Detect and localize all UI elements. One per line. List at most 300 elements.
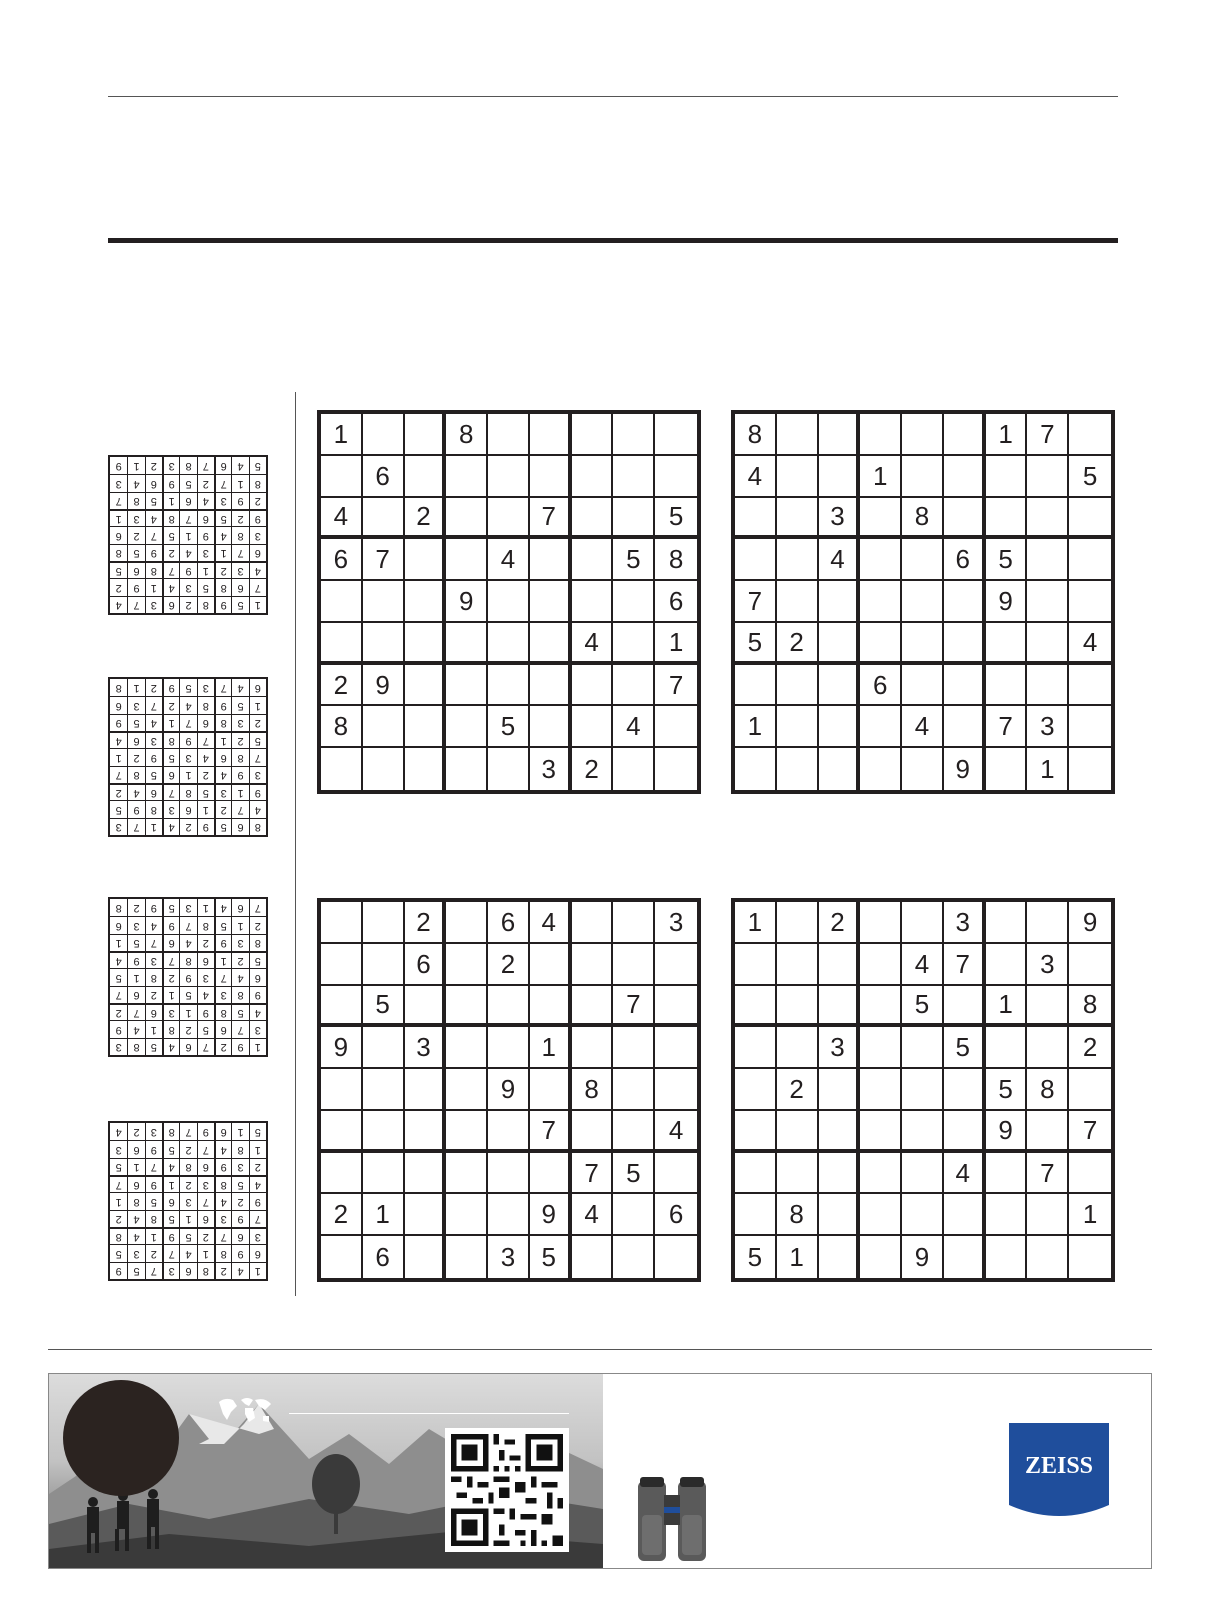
puzzle-4-cell: [986, 944, 1028, 986]
solution-4-cell: 3: [162, 1262, 179, 1279]
puzzle-1-cell: [613, 498, 655, 540]
puzzle-2-cell: [902, 581, 944, 623]
puzzle-3-cell: [530, 944, 572, 986]
puzzle-3-cell: [655, 1027, 697, 1069]
solution-3-cell: 5: [145, 1038, 162, 1055]
solution-1-cell: 3: [179, 578, 196, 595]
puzzle-2-cell: 6: [944, 539, 986, 581]
puzzle-2-cell: 7: [986, 706, 1028, 748]
puzzle-4-cell: 9: [902, 1236, 944, 1278]
solution-2-cell: 8: [179, 783, 196, 800]
solution-4-cell: 2: [145, 1244, 162, 1261]
solution-2-cell: 3: [231, 714, 248, 731]
puzzle-3-cell: 9: [321, 1027, 363, 1069]
solution-4-cell: 8: [231, 1140, 248, 1157]
puzzle-3-cell: [363, 1111, 405, 1153]
puzzle-1-cell: [572, 581, 614, 623]
puzzle-3-cell: [405, 1153, 447, 1195]
solution-2-cell: 5: [179, 679, 196, 696]
solution-1-cell: 8: [179, 457, 196, 474]
solution-3-cell: 4: [162, 1038, 179, 1055]
puzzle-4-cell: [735, 944, 777, 986]
zeiss-logo[interactable]: [1009, 1423, 1109, 1523]
solution-1-cell: 4: [197, 492, 214, 509]
puzzle-3-cell: [363, 1153, 405, 1195]
solution-1-cell: 3: [162, 457, 179, 474]
puzzle-2-cell: [902, 623, 944, 665]
puzzle-4-cell: [986, 1027, 1028, 1069]
solution-4-cell: 7: [197, 1192, 214, 1209]
solution-3-cell: 5: [249, 951, 266, 968]
solution-3-cell: 6: [249, 968, 266, 985]
puzzle-4-cell: [860, 986, 902, 1028]
puzzle-3-cell: 7: [530, 1111, 572, 1153]
solution-1-cell: 8: [162, 509, 179, 526]
solution-1-cell: 3: [197, 544, 214, 561]
solution-4-cell: 5: [162, 1210, 179, 1227]
solution-2-cell: 9: [127, 800, 144, 817]
puzzle-3-cell: [446, 1027, 488, 1069]
solution-2-cell: 1: [179, 766, 196, 783]
puzzle-4-cell: 5: [944, 1027, 986, 1069]
puzzle-2-cell: [777, 706, 819, 748]
solution-2-cell: 4: [145, 714, 162, 731]
solution-1-cell: 3: [231, 561, 248, 578]
solution-4-cell: 1: [179, 1210, 196, 1227]
puzzle-1-cell: [321, 748, 363, 790]
solution-4-cell: 5: [145, 1192, 162, 1209]
solution-2-cell: 6: [197, 714, 214, 731]
puzzle-3-cell: [613, 1069, 655, 1111]
solution-2-cell: 8: [162, 731, 179, 748]
puzzle-1-cell: 1: [321, 414, 363, 456]
solution-4-cell: 2: [249, 1158, 266, 1175]
solution-4-cell: 2: [179, 1140, 196, 1157]
solution-3-cell: 4: [214, 899, 231, 916]
puzzle-1-cell: [363, 414, 405, 456]
solution-4-cell: 3: [214, 1210, 231, 1227]
puzzle-1-cell: 7: [655, 665, 697, 707]
solution-1-cell: 3: [110, 474, 127, 491]
puzzle-2-cell: 3: [819, 498, 861, 540]
puzzle-3-cell: [613, 1236, 655, 1278]
puzzle-4-cell: [944, 1111, 986, 1153]
puzzle-3-cell: [655, 986, 697, 1028]
puzzle-1-cell: [405, 706, 447, 748]
solution-2-cell: 7: [179, 714, 196, 731]
puzzle-2-cell: [944, 456, 986, 498]
solution-1-cell: 3: [214, 492, 231, 509]
solution-4-cell: 6: [249, 1244, 266, 1261]
solution-1-cell: 2: [214, 561, 231, 578]
solution-3-cell: 4: [197, 986, 214, 1003]
puzzle-2-cell: 1: [1027, 748, 1069, 790]
solution-2-cell: 7: [197, 731, 214, 748]
solution-2-cell: 6: [231, 818, 248, 835]
puzzle-1-cell: [530, 456, 572, 498]
puzzle-3-cell: [405, 1111, 447, 1153]
puzzle-3-cell: [405, 986, 447, 1028]
solution-grid-2: [108, 677, 268, 837]
puzzle-4-cell: 8: [1069, 986, 1111, 1028]
solution-3-cell: 5: [214, 916, 231, 933]
puzzle-2-cell: [1069, 665, 1111, 707]
solution-3-cell: 6: [110, 916, 127, 933]
puzzle-4-cell: 5: [902, 986, 944, 1028]
solution-4-cell: 5: [110, 1158, 127, 1175]
solution-4-cell: 9: [162, 1227, 179, 1244]
solution-3-cell: 7: [214, 968, 231, 985]
solution-3-cell: 5: [110, 968, 127, 985]
puzzle-3-cell: [572, 986, 614, 1028]
solution-4-cell: 5: [179, 1227, 196, 1244]
solution-4-cell: 9: [214, 1158, 231, 1175]
solution-2-cell: 7: [127, 818, 144, 835]
solution-1-cell: 8: [197, 596, 214, 613]
puzzle-3-cell: [655, 944, 697, 986]
solution-3-cell: 4: [110, 951, 127, 968]
puzzle-2-cell: [860, 748, 902, 790]
solution-3-cell: 6: [127, 986, 144, 1003]
puzzle-2-cell: 4: [735, 456, 777, 498]
puzzle-2-cell: [1069, 706, 1111, 748]
puzzle-4-cell: [819, 944, 861, 986]
puzzle-4-cell: [1069, 1069, 1111, 1111]
header-rule-thin: [108, 96, 1118, 97]
solution-4-cell: 4: [162, 1158, 179, 1175]
solution-4-cell: 2: [197, 1227, 214, 1244]
puzzle-4-cell: [860, 1236, 902, 1278]
solution-2-cell: 8: [231, 748, 248, 765]
puzzle-4-cell: [735, 1027, 777, 1069]
solution-2-cell: 7: [231, 800, 248, 817]
solution-1-cell: 1: [197, 561, 214, 578]
puzzle-1-cell: [655, 706, 697, 748]
puzzle-4-cell: 9: [1069, 902, 1111, 944]
solution-2-cell: 6: [214, 748, 231, 765]
puzzle-1-cell: [405, 581, 447, 623]
solution-4-cell: 4: [127, 1227, 144, 1244]
solution-3-cell: 1: [127, 968, 144, 985]
solution-1-cell: 9: [162, 474, 179, 491]
solution-3-cell: 4: [127, 1020, 144, 1037]
puzzle-2-cell: [777, 456, 819, 498]
puzzle-3-cell: [655, 1236, 697, 1278]
solution-1-cell: 7: [127, 596, 144, 613]
puzzle-3-cell: [363, 944, 405, 986]
puzzle-1-cell: 3: [530, 748, 572, 790]
solution-1-cell: 5: [127, 544, 144, 561]
solution-2-cell: 6: [127, 731, 144, 748]
puzzle-4-cell: [735, 1069, 777, 1111]
puzzle-1-cell: [655, 414, 697, 456]
puzzle-4-cell: [777, 1153, 819, 1195]
puzzle-4-cell: 9: [986, 1111, 1028, 1153]
solution-2-cell: 2: [214, 800, 231, 817]
puzzle-3-cell: [321, 1236, 363, 1278]
solution-3-cell: 2: [145, 986, 162, 1003]
puzzle-4-cell: [1027, 986, 1069, 1028]
solution-4-cell: 8: [214, 1244, 231, 1261]
puzzle-3-cell: 5: [530, 1236, 572, 1278]
puzzle-4-cell: 1: [1069, 1194, 1111, 1236]
solution-4-cell: 9: [231, 1244, 248, 1261]
puzzle-2-cell: [1069, 539, 1111, 581]
solution-2-cell: 4: [214, 766, 231, 783]
puzzle-4-cell: [735, 986, 777, 1028]
puzzle-2-cell: [986, 498, 1028, 540]
sudoku-puzzle-2: [731, 410, 1115, 794]
puzzle-3-cell: 3: [655, 902, 697, 944]
solution-1-cell: 2: [197, 474, 214, 491]
puzzle-3-cell: 6: [488, 902, 530, 944]
puzzle-2-cell: [777, 581, 819, 623]
puzzle-3-cell: [530, 1153, 572, 1195]
solution-2-cell: 3: [127, 696, 144, 713]
solution-3-cell: 8: [162, 1020, 179, 1037]
solution-1-cell: 5: [214, 509, 231, 526]
puzzle-4-cell: [944, 1069, 986, 1111]
puzzle-1-cell: [488, 623, 530, 665]
solution-4-cell: 3: [179, 1192, 196, 1209]
solution-4-cell: 9: [249, 1192, 266, 1209]
solution-3-cell: 1: [162, 986, 179, 1003]
solution-4-cell: 4: [214, 1140, 231, 1157]
solution-3-cell: 9: [110, 1020, 127, 1037]
solution-4-cell: 1: [162, 1175, 179, 1192]
puzzle-4-cell: 8: [777, 1194, 819, 1236]
solution-4-cell: 2: [127, 1123, 144, 1140]
puzzle-2-cell: 4: [902, 706, 944, 748]
puzzle-1-cell: 4: [488, 539, 530, 581]
puzzle-3-cell: [530, 986, 572, 1028]
solution-2-cell: 2: [127, 748, 144, 765]
solution-3-cell: 5: [197, 1020, 214, 1037]
solution-3-cell: 3: [197, 968, 214, 985]
puzzle-3-cell: [488, 1111, 530, 1153]
puzzle-1-cell: 5: [613, 539, 655, 581]
solution-2-cell: 8: [249, 818, 266, 835]
zeiss-advertisement[interactable]: [48, 1373, 1152, 1569]
puzzle-4-cell: [902, 1194, 944, 1236]
solution-4-cell: 1: [231, 1123, 248, 1140]
solution-4-cell: 5: [162, 1140, 179, 1157]
puzzle-1-cell: [572, 539, 614, 581]
puzzle-3-cell: [488, 1153, 530, 1195]
solution-1-cell: 8: [231, 526, 248, 543]
solution-4-cell: 1: [110, 1192, 127, 1209]
puzzle-1-cell: [405, 414, 447, 456]
solution-2-cell: 9: [162, 679, 179, 696]
solution-4-cell: 1: [249, 1140, 266, 1157]
solution-4-cell: 5: [127, 1262, 144, 1279]
puzzle-2-cell: [1027, 456, 1069, 498]
puzzle-1-cell: [405, 456, 447, 498]
puzzle-4-cell: [1069, 1153, 1111, 1195]
puzzle-3-cell: 1: [363, 1194, 405, 1236]
puzzle-4-cell: [1027, 1194, 1069, 1236]
puzzle-1-cell: [530, 623, 572, 665]
puzzle-4-cell: [819, 986, 861, 1028]
solution-3-cell: 7: [249, 899, 266, 916]
solution-1-cell: 7: [145, 526, 162, 543]
solution-3-cell: 1: [231, 916, 248, 933]
solution-2-cell: 8: [197, 696, 214, 713]
solution-1-cell: 8: [145, 561, 162, 578]
puzzle-4-cell: [860, 944, 902, 986]
solution-4-cell: 2: [214, 1262, 231, 1279]
puzzle-2-cell: [819, 414, 861, 456]
puzzle-2-cell: 1: [986, 414, 1028, 456]
puzzle-3-cell: 2: [488, 944, 530, 986]
puzzle-1-cell: [446, 456, 488, 498]
solution-4-cell: 7: [249, 1210, 266, 1227]
qr-code-icon[interactable]: [445, 1428, 569, 1552]
puzzle-1-cell: [446, 623, 488, 665]
puzzle-2-cell: [860, 623, 902, 665]
solution-1-cell: 7: [110, 492, 127, 509]
puzzle-3-cell: [613, 1027, 655, 1069]
puzzle-3-cell: [321, 944, 363, 986]
solution-1-cell: 6: [127, 561, 144, 578]
puzzle-3-cell: 6: [655, 1194, 697, 1236]
puzzle-1-cell: [446, 539, 488, 581]
puzzle-1-cell: [572, 498, 614, 540]
solution-3-cell: 8: [214, 1003, 231, 1020]
solution-4-cell: 3: [127, 1244, 144, 1261]
solution-2-cell: 5: [145, 766, 162, 783]
puzzle-2-cell: [777, 539, 819, 581]
puzzle-2-cell: [819, 706, 861, 748]
puzzle-1-cell: [488, 748, 530, 790]
puzzle-3-cell: 4: [572, 1194, 614, 1236]
solution-2-cell: 7: [214, 679, 231, 696]
solution-4-cell: 1: [127, 1158, 144, 1175]
puzzle-1-cell: 7: [530, 498, 572, 540]
solution-2-cell: 6: [162, 766, 179, 783]
puzzle-3-cell: [405, 1069, 447, 1111]
puzzle-2-cell: [944, 623, 986, 665]
puzzle-3-cell: [488, 1027, 530, 1069]
puzzle-4-cell: [735, 1111, 777, 1153]
puzzle-1-cell: 4: [572, 623, 614, 665]
puzzle-1-cell: [488, 498, 530, 540]
solution-3-cell: 9: [231, 1038, 248, 1055]
solution-2-cell: 7: [249, 748, 266, 765]
puzzle-2-cell: 3: [1027, 706, 1069, 748]
solution-3-cell: 6: [214, 1020, 231, 1037]
puzzle-1-cell: [530, 581, 572, 623]
puzzle-3-cell: [446, 1153, 488, 1195]
sudoku-puzzle-4: [731, 898, 1115, 1282]
puzzle-2-cell: [986, 456, 1028, 498]
puzzle-1-cell: [363, 581, 405, 623]
puzzle-3-cell: [321, 1111, 363, 1153]
solution-1-cell: 5: [145, 492, 162, 509]
solution-4-cell: 1: [145, 1227, 162, 1244]
puzzle-1-cell: [613, 414, 655, 456]
puzzle-4-cell: [819, 1069, 861, 1111]
solution-2-cell: 2: [162, 696, 179, 713]
solution-3-cell: 7: [127, 1003, 144, 1020]
solution-4-cell: 9: [110, 1262, 127, 1279]
puzzle-3-cell: [613, 1194, 655, 1236]
puzzle-2-cell: [860, 706, 902, 748]
solution-4-cell: 7: [214, 1227, 231, 1244]
solution-4-cell: 8: [214, 1175, 231, 1192]
puzzle-3-cell: [613, 902, 655, 944]
puzzle-2-cell: [944, 498, 986, 540]
puzzle-1-cell: [530, 665, 572, 707]
solution-1-cell: 2: [145, 457, 162, 474]
puzzle-3-cell: [321, 1069, 363, 1111]
solution-1-cell: 4: [110, 596, 127, 613]
puzzle-2-cell: [986, 623, 1028, 665]
puzzle-4-cell: [902, 902, 944, 944]
solution-3-cell: 1: [145, 1020, 162, 1037]
puzzle-1-cell: 9: [363, 665, 405, 707]
puzzle-4-cell: [1027, 1027, 1069, 1069]
puzzle-4-cell: 5: [735, 1236, 777, 1278]
solution-1-cell: 9: [249, 509, 266, 526]
solution-1-cell: 2: [127, 526, 144, 543]
world-map-icon: [215, 1394, 273, 1426]
solution-1-cell: 9: [115, 460, 122, 473]
puzzle-1-cell: [613, 581, 655, 623]
puzzle-4-cell: [1027, 1236, 1069, 1278]
solution-3-cell: 3: [127, 916, 144, 933]
solution-3-cell: 2: [110, 1003, 127, 1020]
solution-2-cell: 3: [214, 783, 231, 800]
puzzle-3-cell: 1: [530, 1027, 572, 1069]
solution-2-cell: 6: [145, 783, 162, 800]
solution-2-cell: 7: [110, 766, 127, 783]
solution-2-cell: 3: [162, 800, 179, 817]
solution-3-cell: 9: [249, 986, 266, 1003]
solution-1-cell: 5: [249, 457, 266, 474]
solution-3-cell: 4: [179, 934, 196, 951]
puzzle-3-cell: [572, 902, 614, 944]
solution-4-cell: 6: [197, 1210, 214, 1227]
solution-4-cell: 6: [214, 1123, 231, 1140]
puzzle-1-cell: [530, 539, 572, 581]
puzzle-3-cell: 3: [405, 1027, 447, 1069]
puzzle-4-cell: 2: [777, 1069, 819, 1111]
puzzle-2-cell: [860, 498, 902, 540]
solution-3-cell: 1: [249, 1038, 266, 1055]
solution-2-cell: 5: [214, 818, 231, 835]
puzzle-4-cell: [819, 1194, 861, 1236]
solution-2-cell: 2: [179, 818, 196, 835]
puzzle-4-cell: 3: [944, 902, 986, 944]
puzzle-1-cell: [572, 665, 614, 707]
solution-2-cell: 1: [231, 783, 248, 800]
solution-1-cell: 3: [249, 526, 266, 543]
solution-4-cell: 3: [197, 1175, 214, 1192]
solution-4-cell: 1: [197, 1244, 214, 1261]
puzzle-4-cell: [944, 1236, 986, 1278]
puzzle-4-cell: [1069, 944, 1111, 986]
solution-3-cell: 2: [162, 968, 179, 985]
solution-3-cell: 3: [231, 934, 248, 951]
puzzle-1-cell: [572, 706, 614, 748]
solution-1-cell: 9: [197, 526, 214, 543]
puzzle-1-cell: [613, 748, 655, 790]
solution-4-cell: 7: [110, 1175, 127, 1192]
puzzle-4-cell: [902, 1153, 944, 1195]
puzzle-4-cell: [777, 944, 819, 986]
puzzle-1-cell: [363, 706, 405, 748]
